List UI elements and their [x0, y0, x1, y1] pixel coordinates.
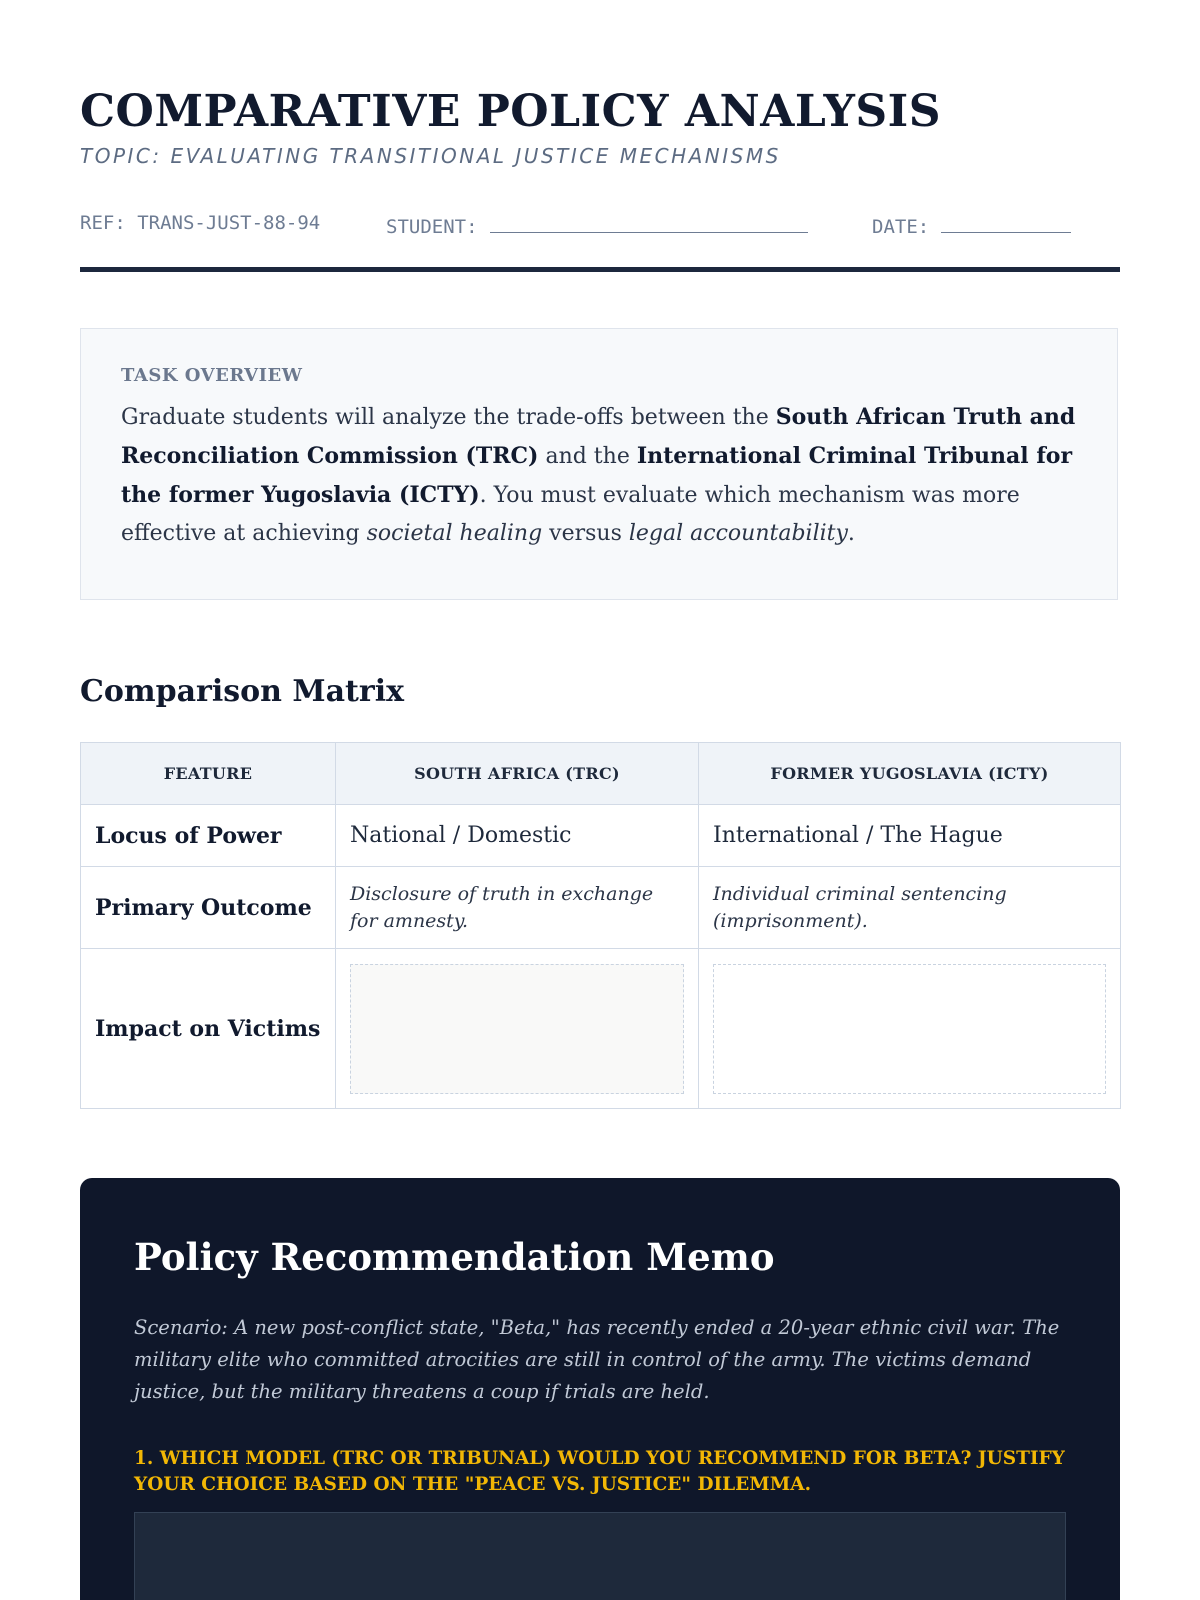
table-row: [81, 867, 1121, 949]
overview-societal-healing: societal healing: [366, 521, 543, 546]
header-divider: [80, 267, 1120, 272]
table-header-row: [81, 743, 1121, 805]
column-header-feature: FEATURE: [81, 743, 336, 805]
student-blank-line[interactable]: [490, 212, 808, 233]
overview-trc-name: South African Truth and Reconciliation Commission (TRC): [121, 404, 1076, 469]
date-blank-line[interactable]: [941, 212, 1071, 233]
task-overview-text: [121, 398, 1077, 553]
overview-icty-name: International Criminal Tribunal for the former Yugoslavia (ICTY): [121, 443, 1073, 508]
icty-cell: [699, 949, 1121, 1109]
document-subtitle: TOPIC: EVALUATING TRANSITIONAL JUSTICE MECHANISMS: [80, 144, 781, 168]
icty-cell: Individual criminal sentencing (imprisonment).: [699, 867, 1121, 949]
memo-question-1: 1. WHICH MODEL (TRC OR TRIBUNAL) WOULD YOU RECOMMEND FOR BETA? JUSTIFY YOUR CHOICE BASED ON THE "PEACE VS. JUSTICE" DILEMMA.: [134, 1448, 1065, 1495]
task-overview-label: TASK OVERVIEW: [121, 365, 303, 386]
column-header-icty: FORMER YUGOSLAVIA (ICTY): [699, 743, 1121, 805]
row-feature-label: Locus of Power: [81, 805, 336, 867]
memo-answer-box-1[interactable]: [134, 1512, 1066, 1600]
comparison-matrix-table: [80, 742, 1121, 1109]
trc-cell: National / Domestic: [336, 805, 699, 867]
trc-impact-answer-box[interactable]: [350, 964, 684, 1094]
trc-cell: Disclosure of truth in exchange for amnesty.: [336, 867, 699, 949]
table-row: [81, 805, 1121, 867]
date-field: [872, 212, 1071, 238]
document-title: COMPARATIVE POLICY ANALYSIS: [80, 86, 942, 137]
icty-impact-answer-box[interactable]: [713, 964, 1106, 1094]
reference-code: REF: TRANS-JUST-88-94: [80, 212, 321, 234]
policy-memo-panel: [80, 1178, 1120, 1600]
row-feature-label: Primary Outcome: [81, 867, 336, 949]
overview-text-part: Graduate students will analyze the trade-offs between the: [121, 405, 776, 430]
memo-scenario: Scenario: A new post-conflict state, "Beta," has recently ended a 20-year ethnic civil war. The military elite who committed atrocities are still in control of the army. The victims demand justice, but the military threatens a coup if trials are held.: [134, 1316, 1060, 1403]
overview-text-part: . You must evaluate which mechanism was more effective at achieving: [121, 483, 1020, 546]
trc-cell: [336, 949, 699, 1109]
icty-cell: International / The Hague: [699, 805, 1121, 867]
overview-text-part: and the: [538, 444, 637, 469]
overview-text-part: .: [847, 521, 855, 546]
overview-text-part: versus: [542, 521, 629, 546]
row-feature-label: Impact on Victims: [81, 949, 336, 1109]
student-field: [386, 212, 808, 238]
overview-legal-accountability: legal accountability: [628, 521, 848, 546]
meta-row: [80, 212, 1120, 240]
date-label: DATE:: [872, 216, 930, 238]
table-row: [81, 949, 1121, 1109]
comparison-matrix-title: Comparison Matrix: [80, 674, 404, 709]
memo-title: Policy Recommendation Memo: [134, 1235, 775, 1279]
student-label: STUDENT:: [386, 216, 478, 238]
task-overview-box: [80, 328, 1118, 600]
column-header-trc: SOUTH AFRICA (TRC): [336, 743, 699, 805]
